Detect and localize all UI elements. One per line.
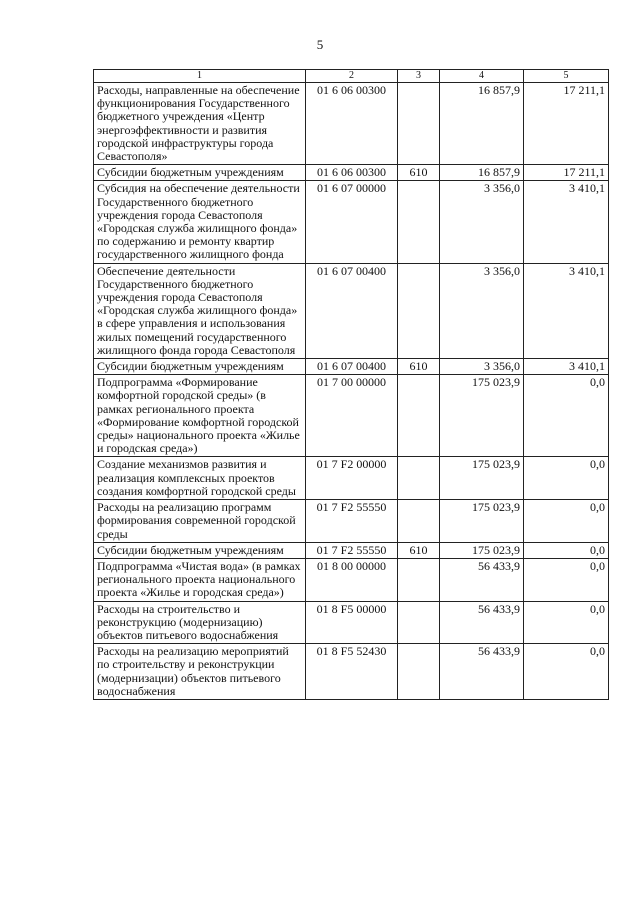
row-amount-year-2: 0,0 bbox=[524, 375, 609, 457]
row-code: 01 8 F5 52430 bbox=[306, 644, 398, 700]
row-expense-type bbox=[398, 83, 440, 165]
row-code: 01 6 06 00300 bbox=[306, 165, 398, 181]
column-header-year-1: 4 bbox=[440, 70, 524, 83]
row-expense-type bbox=[398, 181, 440, 263]
table-row bbox=[94, 500, 609, 543]
row-amount-year-1: 175 023,9 bbox=[440, 542, 524, 558]
row-expense-type: 610 bbox=[398, 165, 440, 181]
row-name: Субсидии бюджетным учреждениям bbox=[94, 542, 306, 558]
row-expense-type bbox=[398, 644, 440, 700]
row-expense-type bbox=[398, 601, 440, 644]
row-name: Расходы на реализацию программ формирования современной городской среды bbox=[94, 500, 306, 543]
row-name: Подпрограмма «Чистая вода» (в рамках регионального проекта национального проекта «Жилье и городская среда») bbox=[94, 558, 306, 601]
row-code: 01 8 00 00000 bbox=[306, 558, 398, 601]
row-code: 01 7 F2 00000 bbox=[306, 457, 398, 500]
row-name: Подпрограмма «Формирование комфортной городской среды» (в рамках регионального проекта «Формирование комфортной городской среды» национального проекта «Жилье и городская среда») bbox=[94, 375, 306, 457]
row-amount-year-1: 175 023,9 bbox=[440, 375, 524, 457]
row-expense-type bbox=[398, 457, 440, 500]
row-amount-year-1: 56 433,9 bbox=[440, 558, 524, 601]
table-row bbox=[94, 542, 609, 558]
row-code: 01 7 F2 55550 bbox=[306, 500, 398, 543]
table-row bbox=[94, 359, 609, 375]
table-row bbox=[94, 83, 609, 165]
row-amount-year-2: 0,0 bbox=[524, 601, 609, 644]
row-amount-year-1: 56 433,9 bbox=[440, 601, 524, 644]
table-row bbox=[94, 457, 609, 500]
row-name: Создание механизмов развития и реализация комплексных проектов создания комфортной городской среды bbox=[94, 457, 306, 500]
row-amount-year-2: 0,0 bbox=[524, 457, 609, 500]
row-code: 01 7 F2 55550 bbox=[306, 542, 398, 558]
column-header-name: 1 bbox=[94, 70, 306, 83]
row-amount-year-2: 3 410,1 bbox=[524, 181, 609, 263]
row-amount-year-1: 3 356,0 bbox=[440, 359, 524, 375]
table-row bbox=[94, 375, 609, 457]
row-name: Расходы, направленные на обеспечение функционирования Государственного бюджетного учреждения «Центр энергоэффективности и развития городской инфраструктуры города Севастополя» bbox=[94, 83, 306, 165]
row-amount-year-1: 16 857,9 bbox=[440, 83, 524, 165]
row-code: 01 8 F5 00000 bbox=[306, 601, 398, 644]
column-header-code: 2 bbox=[306, 70, 398, 83]
row-amount-year-2: 3 410,1 bbox=[524, 359, 609, 375]
row-expense-type bbox=[398, 558, 440, 601]
row-name: Субсидии бюджетным учреждениям bbox=[94, 165, 306, 181]
row-amount-year-1: 175 023,9 bbox=[440, 500, 524, 543]
row-name: Расходы на реализацию мероприятий по строительству и реконструкции (модернизации) объектов питьевого водоснабжения bbox=[94, 644, 306, 700]
table-row bbox=[94, 263, 609, 358]
row-name: Расходы на строительство и реконструкцию (модернизацию) объектов питьевого водоснабжения bbox=[94, 601, 306, 644]
row-amount-year-2: 17 211,1 bbox=[524, 83, 609, 165]
row-code: 01 7 00 00000 bbox=[306, 375, 398, 457]
table-row bbox=[94, 601, 609, 644]
row-expense-type: 610 bbox=[398, 359, 440, 375]
row-name: Субсидия на обеспечение деятельности Государственного бюджетного учреждения города Севастополя «Городская служба жилищного фонда» по содержанию и ремонту квартир государственного жилищного фонда bbox=[94, 181, 306, 263]
row-expense-type: 610 bbox=[398, 542, 440, 558]
row-code: 01 6 07 00400 bbox=[306, 263, 398, 358]
row-amount-year-1: 3 356,0 bbox=[440, 181, 524, 263]
row-amount-year-2: 3 410,1 bbox=[524, 263, 609, 358]
row-amount-year-2: 0,0 bbox=[524, 500, 609, 543]
row-amount-year-2: 0,0 bbox=[524, 558, 609, 601]
row-name: Субсидии бюджетным учреждениям bbox=[94, 359, 306, 375]
table-row bbox=[94, 644, 609, 700]
page-number: 5 bbox=[316, 37, 324, 52]
row-expense-type bbox=[398, 375, 440, 457]
column-header-year-2: 5 bbox=[524, 70, 609, 83]
table-header-row bbox=[94, 70, 609, 83]
table-row bbox=[94, 181, 609, 263]
row-name: Обеспечение деятельности Государственного бюджетного учреждения города Севастополя «Городская служба жилищного фонда» в сфере управления и использования жилых помещений государственного жилищного фонда города Севастополя bbox=[94, 263, 306, 358]
row-code: 01 6 06 00300 bbox=[306, 83, 398, 165]
row-expense-type bbox=[398, 263, 440, 358]
row-amount-year-2: 17 211,1 bbox=[524, 165, 609, 181]
row-code: 01 6 07 00000 bbox=[306, 181, 398, 263]
table-row bbox=[94, 165, 609, 181]
budget-table bbox=[93, 69, 609, 700]
row-code: 01 6 07 00400 bbox=[306, 359, 398, 375]
row-amount-year-2: 0,0 bbox=[524, 542, 609, 558]
row-amount-year-1: 16 857,9 bbox=[440, 165, 524, 181]
row-amount-year-1: 3 356,0 bbox=[440, 263, 524, 358]
row-amount-year-1: 175 023,9 bbox=[440, 457, 524, 500]
row-amount-year-1: 56 433,9 bbox=[440, 644, 524, 700]
row-amount-year-2: 0,0 bbox=[524, 644, 609, 700]
column-header-expense-type: 3 bbox=[398, 70, 440, 83]
row-expense-type bbox=[398, 500, 440, 543]
table-row bbox=[94, 558, 609, 601]
